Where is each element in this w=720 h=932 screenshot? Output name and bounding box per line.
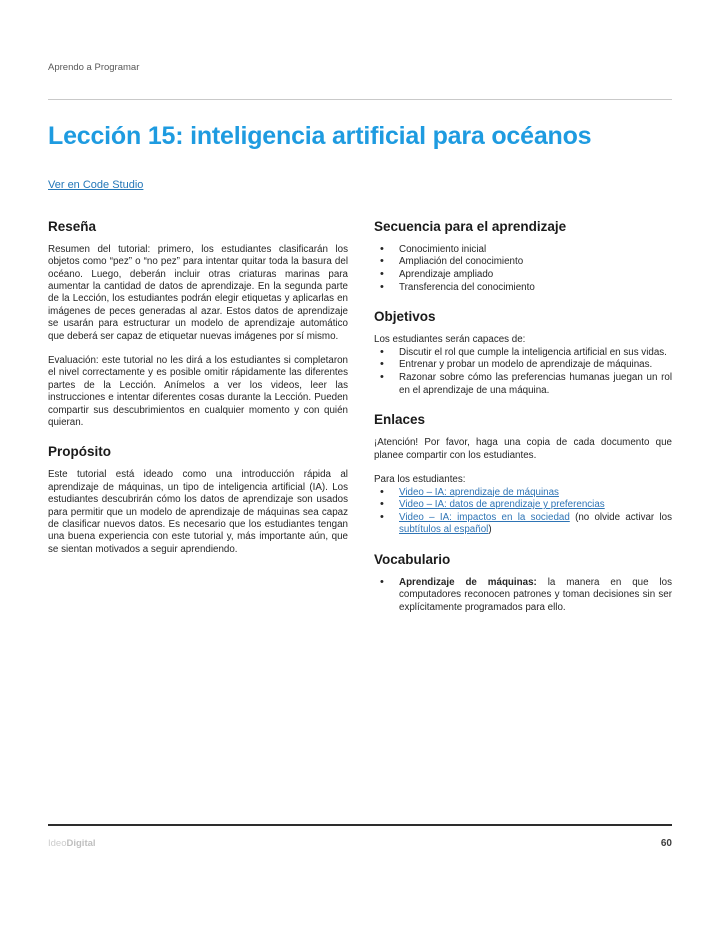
left-column: [48, 219, 348, 627]
enlaces-list: [374, 487, 672, 537]
page-number: 60: [660, 838, 672, 849]
page-title: Lección 15: inteligencia artificial para océanos: [48, 122, 592, 150]
vocab-item: [374, 577, 672, 615]
secuencia-heading: Secuencia para el aprendizaje: [374, 218, 567, 234]
secuencia-item: • Conocimiento inicial: [374, 244, 672, 257]
subtitulos-link[interactable]: subtítulos al español: [399, 524, 489, 536]
enlace-item: [374, 487, 672, 500]
secuencia-item: • Transferencia del conocimiento: [374, 282, 672, 295]
enlaces-heading: Enlaces: [374, 412, 426, 428]
page-footer: [48, 838, 672, 849]
enlaces-intro: Para los estudiantes:: [374, 473, 466, 485]
proposito-heading: Propósito: [48, 444, 111, 460]
objetivo-item: • Razonar sobre cómo las preferencias humanas juegan un rol en el aprendizaje de una máquina.: [374, 372, 672, 397]
objetivo-item: • Entrenar y probar un modelo de aprendizaje de máquinas.: [374, 359, 672, 372]
video-link-aprendizaje[interactable]: Video – IA: aprendizaje de máquinas: [399, 486, 559, 498]
enlace-item: [374, 512, 672, 537]
objetivos-intro: Los estudiantes serán capaces de:: [374, 334, 526, 346]
enlace-note-post: ): [488, 524, 492, 536]
secuencia-item: • Ampliación del conocimiento: [374, 256, 672, 269]
vocabulario-list: [374, 577, 672, 615]
two-column-body: [48, 219, 672, 627]
resena-paragraph-1: Resumen del tutorial: primero, los estudiantes clasificarán los objetos como “pez” o “no pez” para intentar quitar toda la basura del océano. Luego, deberán incluir otras criaturas marinas para aumentar la cantidad de datos de aprendizaje. En la segunda parte de la Lección, los estudiantes podrán elegir etiquetas y aplicarlas en imágenes de peces generadas al azar. Estos datos de aprendizaje se usarán para estructurar un modelo de aprendizaje automático que deberá ser capaz de etiquetar nuevas imágenes por sí mismo.: [48, 243, 348, 342]
header-divider: [48, 99, 672, 100]
proposito-paragraph-1: Este tutorial está ideado como una introducción rápida al aprendizaje de máquinas, un tipo de inteligencia artificial (IA). Los estudiantes descubrirán cómo los datos de aprendizaje son usados para permitir que un modelo de aprendizaje de máquinas sea capaz de clasificar nuevos datos. Es necesario que los estudiantes tengan una buena experiencia con este tutorial y, más importante aún, que se sientan motivados a seguir aprendiendo.: [48, 469, 348, 555]
objetivos-list: [374, 347, 672, 397]
enlace-item: [374, 499, 672, 512]
secuencia-list: [374, 244, 672, 294]
video-link-impactos[interactable]: Video – IA: impactos en la sociedad: [399, 511, 570, 523]
objetivo-item: • Discutir el rol que cumple la inteligencia artificial en sus vidas.: [374, 347, 672, 360]
vocab-definition: la manera en que los computadores reconocen patrones y toman decisiones sin ser explícitamente programados para ello.: [399, 576, 672, 614]
video-link-datos[interactable]: Video – IA: datos de aprendizaje y preferencias: [399, 499, 605, 511]
footer-divider: [48, 824, 672, 826]
enlaces-note: ¡Atención! Por favor, haga una copia de cada documento que planee compartir con los estudiantes.: [374, 437, 672, 461]
secuencia-item: • Aprendizaje ampliado: [374, 269, 672, 282]
resena-paragraph-2: Evaluación: este tutorial no les dirá a los estudiantes si completaron el nivel correctamente y es posible omitir rápidamente las diferentes partes de la Lección. Anímelos a ver los videos, leer las instrucciones e intentar diferentes cosas durante la Lección. Pueden compartir sus descubrimientos en cualquier momento y con quién quieran.: [48, 355, 348, 429]
code-studio-link[interactable]: Ver en Code Studio: [48, 178, 144, 191]
vocabulario-heading: Vocabulario: [374, 551, 451, 567]
resena-heading: Reseña: [48, 218, 97, 234]
enlace-note-pre: (no olvide activar los: [575, 511, 672, 523]
footer-brand-light: Ideo: [48, 838, 67, 849]
objetivos-heading: Objetivos: [374, 309, 436, 325]
running-header: Aprendo a Programar: [48, 62, 140, 73]
footer-brand: [48, 838, 96, 849]
footer-brand-bold: Digital: [66, 838, 96, 849]
vocab-term: Aprendizaje de máquinas:: [399, 576, 537, 588]
right-column: [374, 219, 672, 627]
